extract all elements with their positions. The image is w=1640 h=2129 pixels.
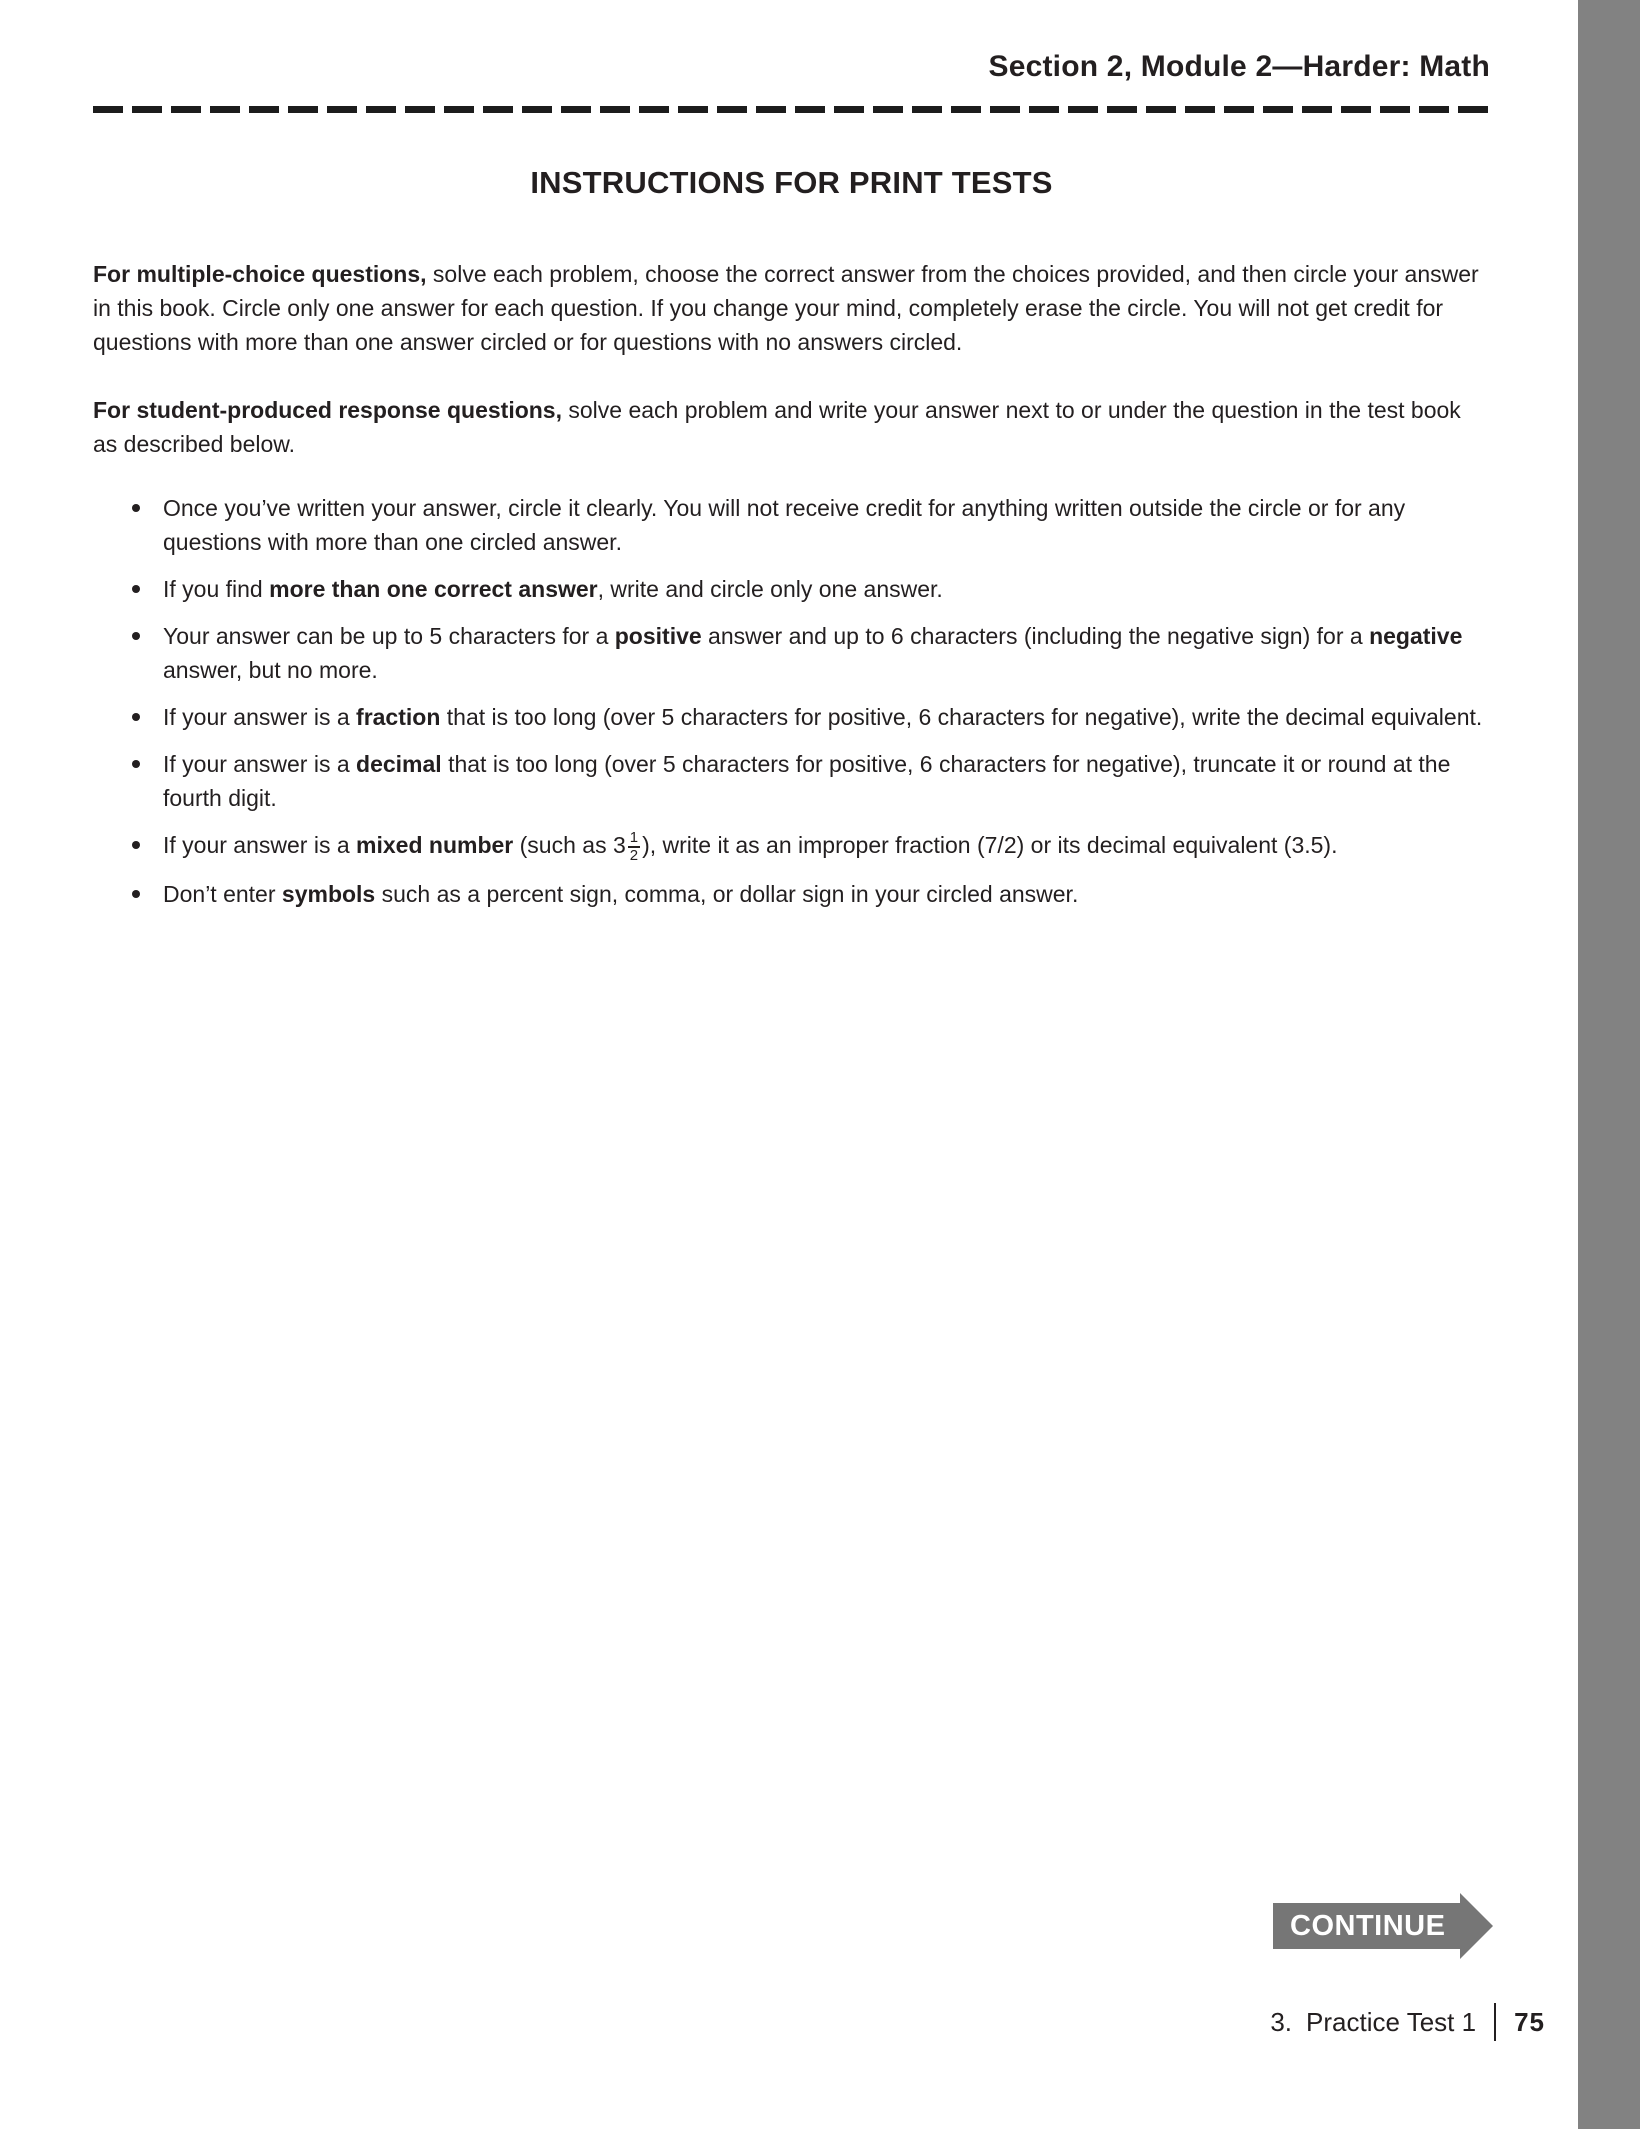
bullet-mixed-number — [93, 828, 1490, 864]
stacked-fraction — [628, 830, 640, 864]
bullet-text: such as a percent sign, comma, or dollar sign in your circled answer. — [375, 880, 1079, 907]
bullet-bold-text: negative — [1369, 623, 1463, 649]
bullet-bold-text: symbols — [281, 880, 376, 907]
bullet-text: If your answer is a — [163, 832, 357, 858]
bullet-bold-text: mixed number — [356, 832, 514, 858]
bullet-text: Don’t enter — [163, 880, 282, 907]
bullet-text: ), write it as an improper fraction (7/2) or its decimal equivalent (3.5). — [642, 832, 1338, 858]
paragraph-lead-bold: For student-produced response questions, — [93, 397, 562, 423]
bullet-text: If you find — [163, 576, 270, 602]
bullet-bold-text: fraction — [356, 704, 441, 730]
bullet-one-correct-answer — [93, 572, 1490, 606]
footer-chapter-number: 3. — [1270, 2006, 1293, 2037]
footer-divider — [1494, 2003, 1496, 2041]
arrow-head-icon — [1460, 1893, 1493, 1959]
bullet-text: answer and up to 6 characters (including the negative sign) for a — [701, 623, 1370, 649]
fraction-denominator: 2 — [629, 846, 639, 864]
bullet-text: Your answer can be up to 5 characters for a — [163, 623, 615, 649]
bullet-text: , write and circle only one answer. — [597, 576, 943, 602]
paragraph-student-produced — [93, 393, 1490, 461]
continue-label: CONTINUE — [1273, 1903, 1460, 1949]
section-header: Section 2, Module 2—Harder: Math — [988, 50, 1490, 83]
paragraph-multiple-choice — [93, 257, 1490, 359]
bullet-bold-text: positive — [614, 623, 702, 649]
paragraph-lead-bold: For multiple-choice questions, — [93, 261, 427, 287]
continue-arrow — [1273, 1893, 1493, 1959]
bullet-text: (such as 3 — [513, 832, 626, 858]
footer-page-number: 75 — [1514, 2006, 1545, 2037]
bullet-circle-clearly — [93, 491, 1490, 559]
bullet-decimal-too-long — [93, 747, 1490, 815]
page-footer — [1270, 2003, 1545, 2041]
page-edge-gray-bar — [1578, 0, 1640, 2129]
page-title: INSTRUCTIONS FOR PRINT TESTS — [530, 165, 1053, 200]
bullet-text: answer, but no more. — [163, 657, 378, 683]
bullet-bold-text: decimal — [356, 751, 442, 777]
bullet-text: that is too long (over 5 characters for positive, 6 characters for negative), truncate it or round at the fourth digit. — [163, 751, 1451, 811]
footer-label: Practice Test 1 — [1306, 2006, 1477, 2037]
instruction-bullet-list — [93, 491, 1490, 911]
bullet-text: Once you’ve written your answer, circle it clearly. You will not receive credit for anything written outside the circle or for any questions with more than one circled answer. — [163, 495, 1406, 555]
bullet-bold-text: more than one correct answer — [269, 576, 598, 602]
bullet-text: If your answer is a — [163, 704, 357, 730]
fraction-numerator: 1 — [629, 829, 639, 846]
page-content — [93, 0, 1490, 924]
bullet-text: If your answer is a — [163, 751, 357, 777]
dashed-divider — [93, 106, 1490, 113]
bullet-no-symbols — [93, 877, 1490, 911]
paragraph-body-text: solve each problem and write your answer next to or under the question in the test book as described below. — [93, 397, 1461, 457]
bullet-text: that is too long (over 5 characters for positive, 6 characters for negative), write the decimal equivalent. — [440, 704, 1483, 730]
bullet-fraction-too-long — [93, 700, 1490, 734]
bullet-character-limits — [93, 619, 1490, 687]
paragraph-body-text: solve each problem, choose the correct answer from the choices provided, and then circle your answer in this book. Circle only one answer for each question. If you change your mind, completely erase the circle. You will not get credit for questions with more than one answer circled or for questions with no answers circled. — [93, 261, 1479, 355]
